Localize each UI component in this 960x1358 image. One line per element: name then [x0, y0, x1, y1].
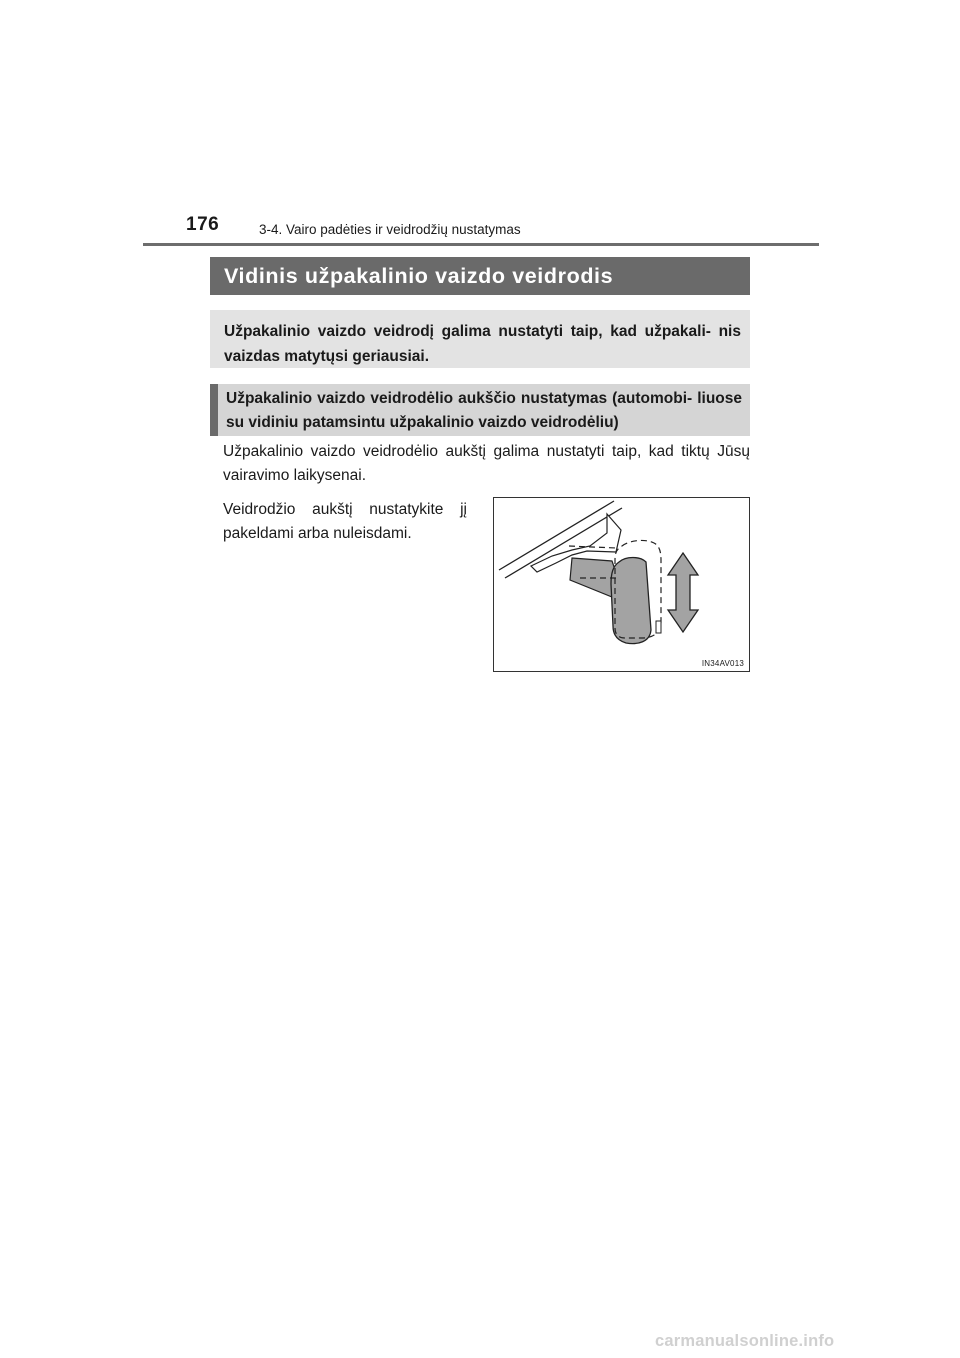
intro-text: Užpakalinio vaizdo veidrodį galima nustatyti taip, kad užpakali- nis vaizdas matytųsi geriausiai. [224, 323, 741, 365]
up-down-arrow-icon [668, 553, 698, 632]
section-title: Vidinis užpakalinio vaizdo veidrodis [224, 264, 614, 288]
sub-heading: Užpakalinio vaizdo veidrodėlio aukščio nustatymas (automobi- liuose su vidiniu patamsintu užpakalinio vaizdo veidrodėliu) [226, 390, 742, 431]
running-header: 3-4. Vairo padėties ir veidrodžių nustatymas [259, 222, 521, 237]
watermark: carmanualsonline.info [655, 1332, 835, 1350]
section-title-bar [210, 257, 750, 295]
intro-box [210, 310, 750, 368]
header-divider [143, 243, 819, 246]
mirror-figure [493, 497, 750, 672]
rear-view-mirror-illustration [494, 498, 749, 671]
page-number: 176 [186, 214, 220, 235]
body-paragraph-1: Užpakalinio vaizdo veidrodėlio aukštį galima nustatyti taip, kad tiktų Jūsų vairavimo laikysenai. [223, 443, 750, 484]
figure-code: IN34AV013 [701, 659, 744, 668]
sub-heading-box [210, 384, 750, 436]
body-paragraph-2: Veidrodžio aukštį nustatykite jį pakeldami arba nuleisdami. [223, 501, 467, 542]
